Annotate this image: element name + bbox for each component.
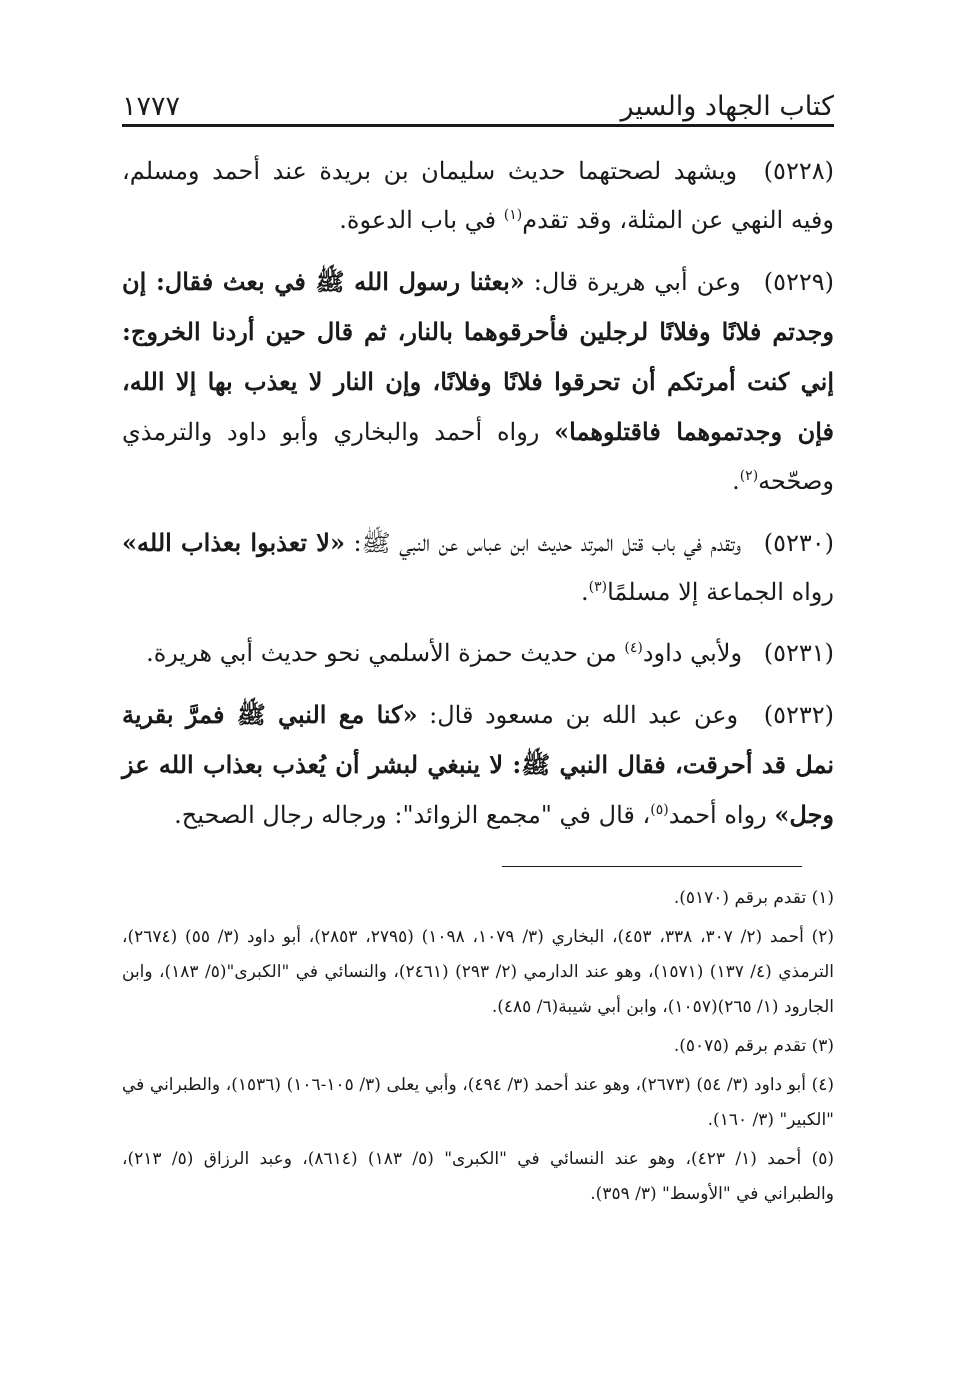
hadith-paragraph-5232 — [122, 690, 834, 840]
hadith-number: (٥٢٢٨) — [763, 157, 834, 185]
main-text — [122, 147, 834, 840]
hadith-quote: «كنا مع النبي ﷺ فمرَّ بقرية نمل قد أحرقت، فقال النبي ﷺ: لا ينبغي لبشر أن يُعذب بعذاب الله عز وجل» — [122, 700, 834, 829]
hadith-number: (٥٢٣٢) — [763, 701, 834, 729]
page-header — [122, 78, 834, 122]
hadith-number: (٥٢٣٠) — [763, 529, 834, 557]
hadith-source: رواه أحمد — [668, 801, 775, 829]
footnote-4: (٤) أبو داود (٣/ ٥٤) (٢٦٧٣)، وهو عند أحمد (٣/ ٤٩٤)، وأبي يعلى (٣/ ١٠٥-١٠٦) (١٥٣٦)، والطبراني في "الكبير" (٣/ ١٦٠). — [122, 1075, 834, 1130]
footnote-separator — [502, 866, 802, 867]
hadith-quote: «لا تعذبوا بعذاب الله» — [122, 528, 345, 557]
hadith-paragraph-5229 — [122, 257, 834, 506]
hadith-text-tail: في باب الدعوة. — [339, 206, 504, 234]
header-rule — [122, 124, 834, 127]
hadith-text-tail: . — [580, 578, 589, 606]
hadith-source: رواه أحمد والبخاري وأبو داود والترمذي وصحّحه — [122, 418, 834, 495]
footnote-ref: (٣) — [588, 579, 608, 595]
footnotes — [122, 881, 834, 1212]
footnote-ref: (٥) — [650, 802, 669, 818]
hadith-source: رواه الجماعة إلا مسلمًا — [607, 578, 834, 606]
hadith-intro: وتقدم في باب قتل المرتد حديث ابن عباس عن النبي ﷺ: — [344, 529, 742, 557]
hadith-paragraph-5230 — [122, 518, 834, 617]
footnote-ref: (٤) — [624, 640, 643, 656]
footnote-2: (٢) أحمد (٢/ ٣٠٧، ٣٣٨، ٤٥٣)، البخاري (٣/ ١٠٧٩، ١٠٩٨) (٢٧٩٥، ٢٨٥٣)، أبو داود (٣/ ٥٥) (٢٦٧٤)، الترمذي (٤/ ١٣٧) (١٥٧١)، وهو عند الدارمي (٢/ ٢٩٣) (٢٤٦١)، والنسائي في "الكبرى"(٥/ ١٨٣)، وابن الجارود (١/ ٢٦٥)(١٠٥٧)، وابن أبي شيبة(٦/ ٤٨٥). — [122, 927, 835, 1017]
hadith-paragraph-5231 — [122, 629, 834, 678]
hadith-intro: وعن أبي هريرة قال: — [524, 268, 741, 296]
hadith-quote: «بعثنا رسول الله ﷺ في بعث فقال: إن وجدتم فلانًا وفلانًا لرجلين فأحرقوهما بالنار، ثم قال حين أردنا الخروج: إني كنت أمرتكم أن تحرقوا فلانًا وفلانًا، وإن النار لا يعذب بها إلا الله، فإن وجدتموهما فاقتلوهما» — [122, 267, 834, 446]
hadith-number: (٥٢٢٩) — [763, 268, 834, 296]
footnote-3: (٣) تقدم برقم (٥٠٧٥). — [673, 1036, 834, 1056]
page-number: ١٧٧٧ — [122, 91, 181, 122]
hadith-text-tail: من حديث حمزة الأسلمي نحو حديث أبي هريرة. — [146, 639, 625, 667]
book-page — [122, 78, 834, 1216]
footnote-ref: (٢) — [739, 468, 759, 484]
hadith-intro: وعن عبد الله بن مسعود قال: — [417, 701, 739, 729]
hadith-text-tail: ، قال في "مجمع الزوائد": ورجاله رجال الصحيح. — [174, 801, 651, 829]
footnote-5: (٥) أحمد (١/ ٤٢٣)، وهو عند النسائي في "الكبرى" (٥/ ١٨٣) (٨٦١٤)، وعبد الرزاق (٥/ ٢١٣)، والطبراني في "الأوسط" (٣/ ٣٥٩). — [122, 1149, 834, 1204]
footnote-ref: (١) — [503, 207, 523, 223]
hadith-intro: ولأبي داود — [642, 639, 743, 667]
hadith-number: (٥٢٣١) — [763, 639, 834, 667]
chapter-title: كتاب الجهاد والسير — [620, 91, 834, 122]
hadith-text-tail: . — [732, 467, 740, 495]
hadith-text: ويشهد لصحتهما حديث سليمان بن بريدة عند أحمد ومسلم، وفيه النهي عن المثلة، وقد تقدم — [122, 157, 834, 234]
footnote-1: (١) تقدم برقم (٥١٧٠). — [673, 888, 834, 908]
hadith-paragraph-5228 — [122, 147, 834, 245]
